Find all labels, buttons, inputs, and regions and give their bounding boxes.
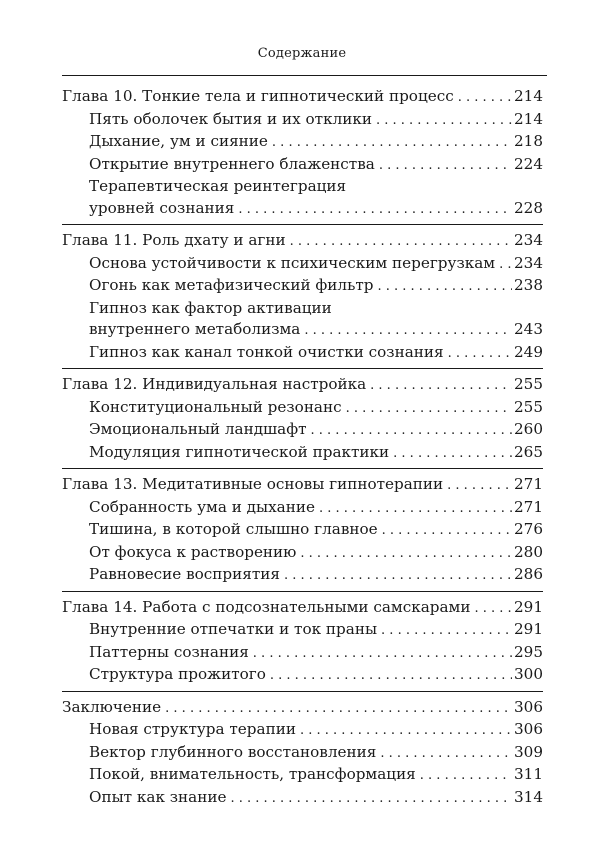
toc-section — [62, 86, 543, 225]
dot-leader — [270, 665, 512, 687]
chapter-title: Заключение — [62, 697, 162, 716]
dot-leader — [393, 443, 512, 465]
chapter-title: Глава 12. Индивидуальная настройка — [62, 375, 367, 393]
toc-entry-row[interactable] — [62, 109, 543, 132]
page-number: 243 — [514, 320, 543, 338]
dot-leader — [238, 199, 512, 221]
entry-title: внутреннего метаболизма — [89, 320, 301, 338]
toc-entry-row[interactable] — [62, 419, 543, 442]
chapter-title: Глава 10. Тонкие тела и гипнотический процесс — [62, 87, 454, 105]
page-number: 276 — [514, 520, 543, 538]
page-number: 238 — [514, 276, 543, 294]
dot-leader — [319, 498, 512, 520]
toc-entry-row[interactable] — [62, 154, 543, 177]
chapter-title: Глава 14. Работа с подсознательными самскарами — [62, 597, 471, 616]
toc-entry-row[interactable] — [62, 131, 543, 154]
dot-leader — [165, 698, 512, 720]
dot-leader — [448, 343, 512, 365]
toc-entry-row[interactable] — [62, 564, 543, 587]
dot-leader — [475, 598, 513, 620]
page-number: 295 — [514, 642, 543, 661]
page-number: 271 — [514, 497, 543, 516]
chapter-title: Глава 11. Роль дхату и агни — [62, 231, 286, 249]
dot-leader — [311, 420, 512, 442]
toc-entry-row[interactable] — [62, 198, 543, 221]
page-number: 286 — [514, 565, 543, 583]
toc-chapter-row[interactable] — [62, 597, 543, 620]
page-number: 271 — [514, 475, 543, 493]
running-header: Содержание — [257, 46, 347, 61]
toc-section — [62, 597, 543, 692]
dot-leader — [380, 743, 512, 765]
entry-title: Покой, внимательность, трансформация — [89, 765, 416, 783]
dot-leader — [304, 320, 512, 342]
page-number: 234 — [514, 231, 543, 249]
page-number: 214 — [514, 109, 543, 128]
entry-title: Гипноз как фактор активации — [89, 298, 332, 317]
page-number: 214 — [514, 87, 543, 105]
page-number: 260 — [514, 420, 543, 438]
entry-title: Внутренние отпечатки и ток праны — [89, 620, 378, 638]
entry-title: Дыхание, ум и сияние — [89, 132, 268, 150]
toc-entry-row[interactable] — [62, 719, 543, 742]
page-number: 306 — [514, 720, 543, 738]
entry-title: Равновесие восприятия — [89, 565, 280, 583]
toc-entry-row[interactable] — [62, 619, 543, 642]
dot-leader — [300, 543, 512, 565]
page-number: 218 — [514, 132, 543, 150]
page-number: 306 — [514, 697, 543, 716]
page-number: 249 — [514, 342, 543, 361]
toc-entry-row[interactable] — [62, 742, 543, 765]
dot-leader — [284, 565, 512, 587]
page-number: 265 — [514, 442, 543, 461]
entry-title: От фокуса к растворению — [89, 542, 297, 561]
entry-title: Собранность ума и дыхание — [89, 497, 315, 516]
dot-leader — [300, 720, 512, 742]
page-number: 224 — [514, 154, 543, 173]
dot-leader — [447, 475, 512, 497]
toc-section — [62, 697, 543, 814]
dot-leader — [346, 398, 512, 420]
dot-leader — [420, 765, 512, 787]
entry-title: Открытие внутреннего блаженства — [89, 154, 375, 173]
entry-title: Основа устойчивости к психическим перегрузкам — [89, 253, 496, 272]
header-rule — [62, 75, 547, 76]
toc-entry-row[interactable] — [62, 519, 543, 542]
toc-entry-row[interactable] — [62, 542, 543, 565]
toc-chapter-row[interactable] — [62, 86, 543, 109]
toc-entry-row[interactable] — [62, 764, 543, 787]
toc-chapter-row[interactable] — [62, 697, 543, 720]
toc-section — [62, 374, 543, 469]
page-number: 255 — [514, 375, 543, 393]
toc-entry-row[interactable] — [62, 642, 543, 665]
page-number: 309 — [514, 742, 543, 761]
entry-title: Новая структура терапии — [89, 720, 296, 738]
toc-entry-row[interactable] — [62, 497, 543, 520]
toc-entry-row[interactable] — [62, 275, 543, 298]
dot-leader — [382, 520, 512, 542]
toc-entry-row[interactable] — [62, 319, 543, 342]
toc-entry-row[interactable] — [62, 664, 543, 687]
page-number: 234 — [514, 253, 543, 272]
toc-section — [62, 230, 543, 369]
dot-leader — [499, 254, 512, 276]
entry-title: Паттерны сознания — [89, 642, 249, 661]
entry-title: Эмоциональный ландшафт — [89, 420, 307, 438]
dot-leader — [370, 375, 512, 397]
toc-section — [62, 474, 543, 592]
entry-title: Вектор глубинного восстановления — [89, 742, 377, 761]
dot-leader — [376, 110, 512, 132]
entry-title: Тишина, в которой слышно главное — [89, 520, 378, 538]
toc-chapter-row[interactable] — [62, 230, 543, 253]
entry-title: Конституциональный резонанс — [89, 397, 342, 416]
page-number: 300 — [514, 665, 543, 683]
entry-title: Пять оболочек бытия и их отклики — [89, 109, 372, 128]
toc-chapter-row[interactable] — [62, 474, 543, 497]
dot-leader — [272, 132, 512, 154]
toc-entry-row[interactable] — [62, 442, 543, 465]
dot-leader — [230, 788, 512, 810]
chapter-title: Глава 13. Медитативные основы гипнотерапии — [62, 475, 444, 493]
toc-entry-row[interactable] — [62, 397, 543, 420]
page-number: 314 — [514, 787, 543, 806]
entry-title: Терапевтическая реинтеграция — [89, 177, 347, 195]
entry-title: Опыт как знание — [89, 787, 227, 806]
entry-title: Модуляция гипнотической практики — [89, 442, 390, 461]
dot-leader — [253, 643, 512, 665]
page-number: 291 — [514, 597, 543, 616]
entry-title: уровней сознания — [89, 198, 235, 217]
dot-leader — [377, 276, 512, 298]
entry-title: Огонь как метафизический фильтр — [89, 276, 374, 294]
page-number: 255 — [514, 397, 543, 416]
toc-entry-row[interactable] — [62, 787, 543, 810]
page-number: 311 — [514, 765, 543, 783]
page-number: 291 — [514, 620, 543, 638]
entry-title: Гипноз как канал тонкой очистки сознания — [89, 342, 444, 361]
toc-entry-row-continued[interactable] — [62, 176, 543, 198]
dot-leader — [290, 231, 512, 253]
toc-chapter-row[interactable] — [62, 374, 543, 397]
table-of-contents — [62, 86, 543, 818]
toc-entry-row[interactable] — [62, 253, 543, 276]
dot-leader — [381, 620, 512, 642]
page-number: 280 — [514, 542, 543, 561]
toc-entry-row-continued[interactable] — [62, 298, 543, 320]
dot-leader — [379, 155, 512, 177]
toc-entry-row[interactable] — [62, 342, 543, 365]
dot-leader — [458, 87, 512, 109]
entry-title: Структура прожитого — [89, 665, 266, 683]
page-number: 228 — [514, 198, 543, 217]
